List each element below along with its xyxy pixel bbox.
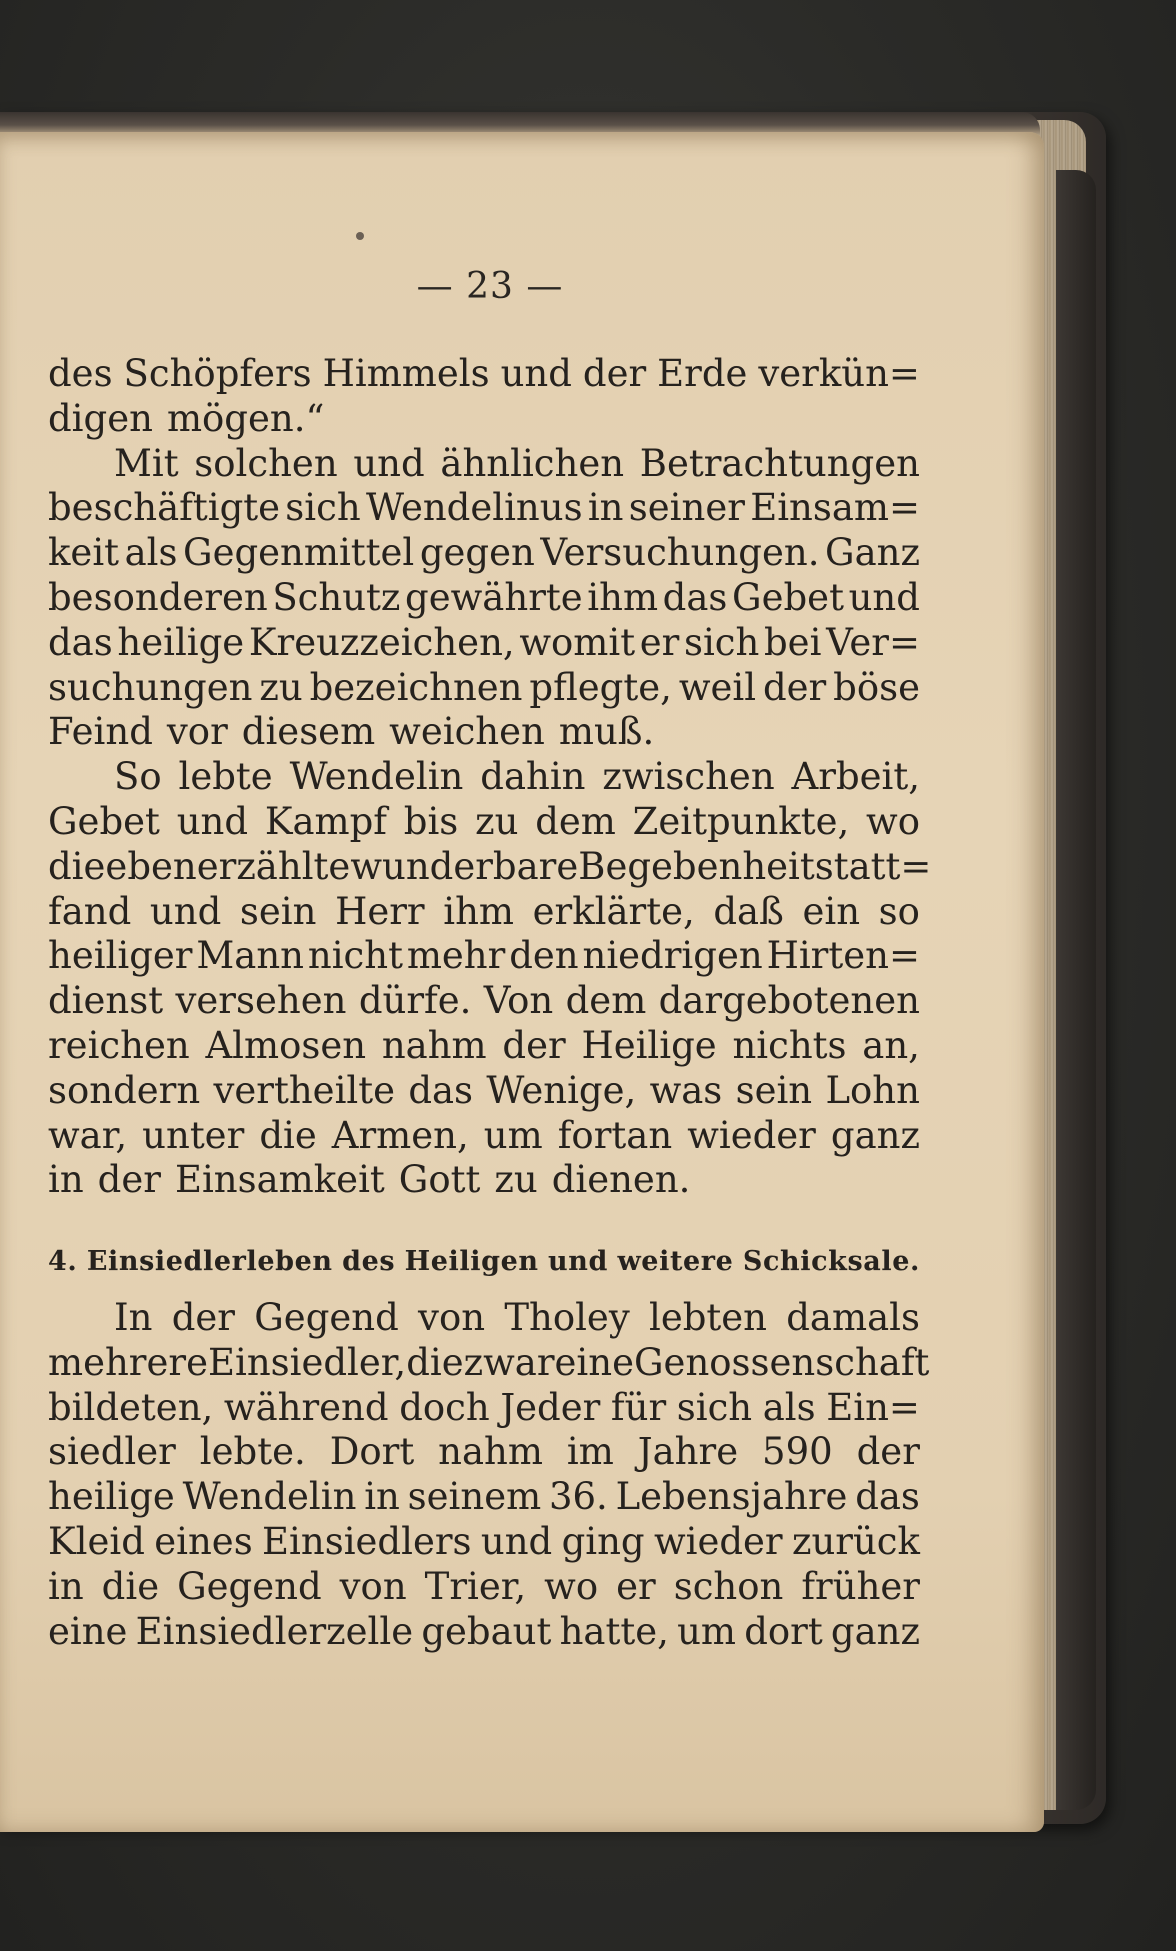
text-block-top <box>48 352 932 1203</box>
ink-spot <box>356 232 364 240</box>
text-line: keit als Gegenmittel gegen Versuchungen. Ganz <box>48 531 920 575</box>
text-line: war, unter die Armen, um fortan wieder ganz <box>48 1113 920 1157</box>
text-line: suchungen zu bezeichnen pflegte, weil der böse <box>48 665 920 709</box>
text-line: siedler lebte. Dort nahm im Jahre 590 der <box>48 1430 920 1474</box>
text-line: sondern vertheilte das Wenige, was sein Lohn <box>48 1068 920 1112</box>
text-line: heiliger Mann nicht mehr den niedrigen Hirten= <box>48 934 920 978</box>
text-line: des Schöpfers Himmels und der Erde verkün= <box>48 352 920 395</box>
text-line: Kleid eines Einsiedlers und ging wieder zurück <box>48 1519 920 1563</box>
text-line: in die Gegend von Trier, wo er schon früher <box>48 1564 920 1608</box>
text-line: die eben erzählte wunderbare Begebenheit statt= <box>48 844 932 888</box>
text-block-bottom <box>48 1296 930 1654</box>
text-line: reichen Almosen nahm der Heilige nichts an, <box>48 1023 920 1067</box>
text-line: Gebet und Kampf bis zu dem Zeitpunkte, wo <box>48 799 920 843</box>
text-line: besonderen Schutz gewährte ihm das Gebet und <box>48 575 920 619</box>
text-line: das heilige Kreuzzeichen, womit er sich bei Ver= <box>48 620 920 664</box>
text-line: So lebte Wendelin dahin zwischen Arbeit, <box>114 755 920 799</box>
text-line: dienst versehen dürfe. Von dem dargebotenen <box>48 979 920 1023</box>
text-line: Feind vor diesem weichen muß. <box>48 710 655 754</box>
text-line: mehrere Einsiedler, die zwar eine Genossenschaft <box>48 1340 930 1384</box>
page-number: — 23 — <box>416 266 564 307</box>
text-line: fand und sein Herr ihm erklärte, daß ein so <box>48 889 920 933</box>
text-line: eine Einsiedlerzelle gebaut hatte, um dort ganz <box>48 1609 920 1653</box>
text-line: heilige Wendelin in seinem 36. Lebensjahre das <box>48 1475 920 1519</box>
text-line: in der Einsamkeit Gott zu dienen. <box>48 1158 691 1202</box>
cover-edge <box>1056 170 1096 1810</box>
text-line: bildeten, während doch Jeder für sich als Ein= <box>48 1385 920 1429</box>
section-heading: 4. Einsiedlerleben des Heiligen und weitere Schicksale. <box>48 1246 920 1277</box>
text-line: beschäftigte sich Wendelinus in seiner Einsam= <box>48 486 920 530</box>
text-line: In der Gegend von Tholey lebten damals <box>114 1296 920 1339</box>
text-line: Mit solchen und ähnlichen Betrachtungen <box>114 441 920 485</box>
text-line: digen mögen.“ <box>48 396 325 440</box>
